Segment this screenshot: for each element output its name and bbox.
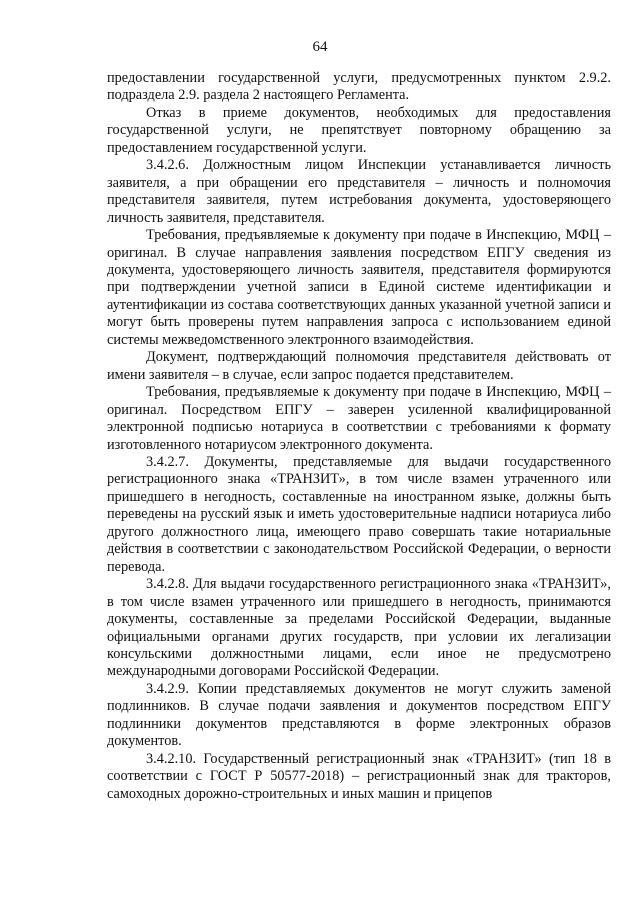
paragraph-authority-document: Документ, подтверждающий полномочия представителя действовать от имени заявителя – в случае, если запрос подается представителем. [107, 349, 611, 383]
page-number: 64 [312, 39, 328, 55]
paragraph-refusal: Отказ в приеме документов, необходимых для предоставления государственной услуги, не препятствует повторному обращению за предоставлением государственной услуги. [107, 104, 611, 156]
paragraph-3-4-2-6: 3.4.2.6. Должностным лицом Инспекции устанавливается личность заявителя, а при обращении его представителя – личность и полномочия представителя заявителя, путем истребования документа, удостоверяющего личность заявителя, представителя. [107, 157, 611, 226]
paragraph-continuation: предоставлении государственной услуги, предусмотренных пунктом 2.9.2. подраздела 2.9. раздела 2 настоящего Регламента. [107, 70, 611, 104]
paragraph-3-4-2-8: 3.4.2.8. Для выдачи государственного регистрационного знака «ТРАНЗИТ», в том числе взамен утраченного или пришедшего в негодность, принимаются документы, составленные за пределами Российской Федерации, выданные официальными органами других государств, при условии их легализации консульскими должностными лицами, если иное не предусмотрено международными договорами Российской Федерации. [107, 576, 611, 680]
paragraph-3-4-2-10: 3.4.2.10. Государственный регистрационный знак «ТРАНЗИТ» (тип 18 в соответствии с ГОСТ Р 50577-2018) – регистрационный знак для тракторов, самоходных дорожно-строительных и иных машин и прицепов [107, 750, 611, 802]
document-body [107, 70, 611, 803]
paragraph-3-4-2-9: 3.4.2.9. Копии представляемых документов не могут служить заменой подлинников. В случае подачи заявления и документов посредством ЕПГУ подлинники документов представляются в форме электронных образов документов. [107, 680, 611, 750]
paragraph-id-requirements: Требования, предъявляемые к документу при подаче в Инспекцию, МФЦ – оригинал. В случае направления заявления посредством ЕПГУ сведения из документа, удостоверяющего личность заявителя, представителя формируются при подтверждении учетной записи в Единой системе идентификации и аутентификации из состава соответствующих данных указанной учетной записи и могут быть проверены путем направления запроса с использованием единой системы межведомственного электронного взаимодействия. [107, 227, 611, 348]
paragraph-authority-requirements: Требования, предъявляемые к документу при подаче в Инспекцию, МФЦ – оригинал. Посредством ЕПГУ – заверен усиленной квалифицированной электронной подписью нотариуса в соответствии с требованиями к формату изготовленного нотариусом электронного документа. [107, 384, 611, 453]
paragraph-3-4-2-7: 3.4.2.7. Документы, представляемые для выдачи государственного регистрационного знака «ТРАНЗИТ», в том числе взамен утраченного или пришедшего в негодность, составленные на иностранном языке, должны быть переведены на русский язык и иметь удостоверительные надписи нотариуса либо другого должностного лица, имеющего право совершать такие нотариальные действия в соответствии с законодательством Российской Федерации, о верности перевода. [107, 453, 611, 575]
